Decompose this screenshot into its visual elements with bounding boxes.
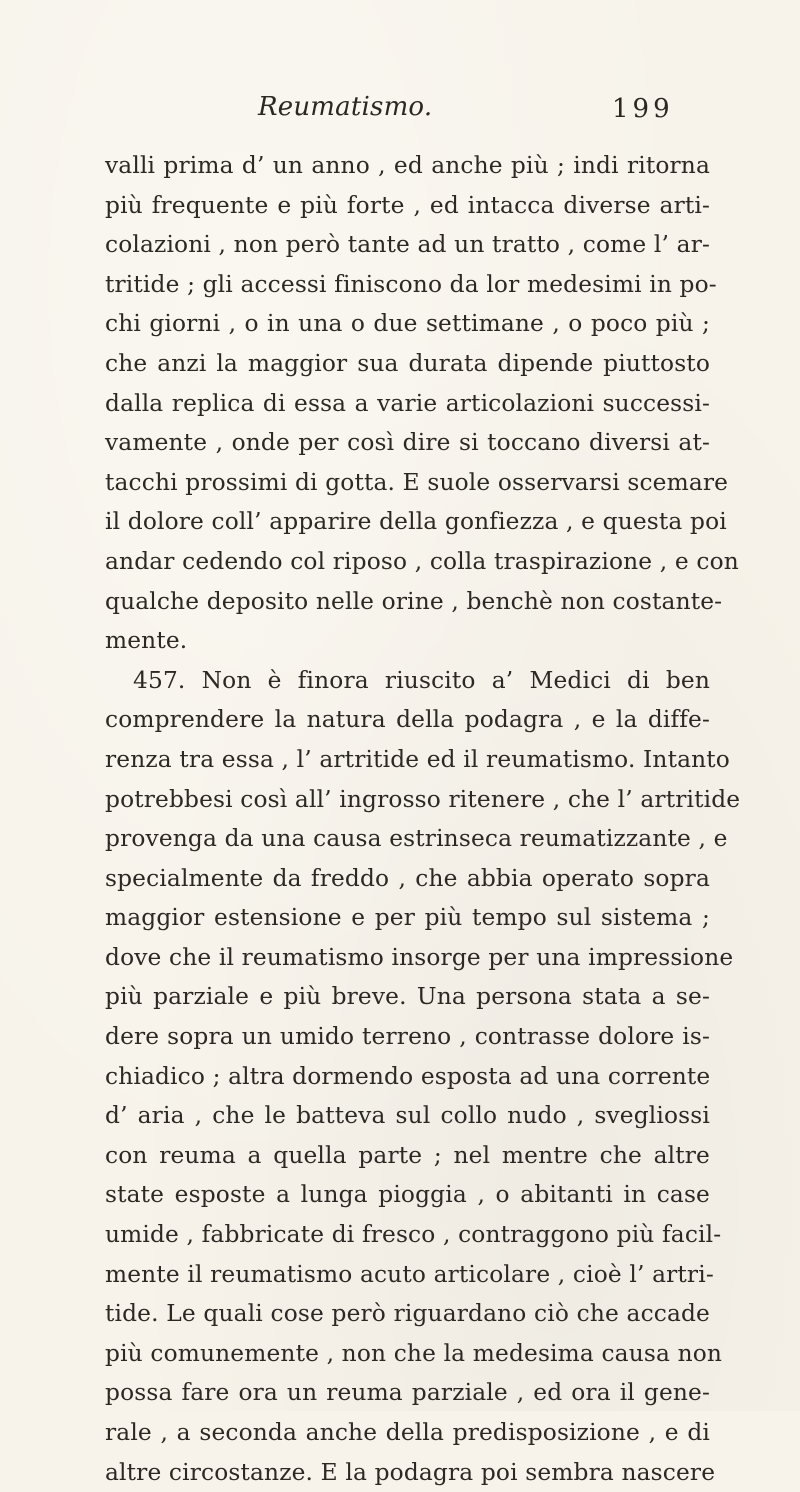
text-line: state esposte a lunga pioggia , o abitanti in case — [105, 1181, 710, 1209]
text-line: con reuma a quella parte ; nel mentre che altre — [105, 1141, 710, 1169]
text-line: più comunemente , non che la medesima causa non — [105, 1339, 723, 1367]
text-line: colazioni , non però tante ad un tratto , come l’ ar- — [105, 231, 710, 259]
text-line: renza tra essa , l’ artritide ed il reumatismo. Intanto — [105, 745, 730, 773]
page-number: 199 — [612, 94, 674, 124]
text-line: provenga da una causa estrinseca reumatizzante , e — [105, 825, 728, 853]
text-line: più parziale e più breve. Una persona stata a se- — [105, 983, 710, 1011]
text-line: altre circostanze. E la podagra poi sembra nascere — [105, 1458, 716, 1486]
text-line: chiadico ; altra dormendo esposta ad una corrente — [105, 1062, 711, 1090]
text-line: possa fare ora un reuma parziale , ed ora il gene- — [105, 1379, 710, 1407]
text-line: il dolore coll’ apparire della gonfiezza , e questa poi — [105, 508, 727, 536]
text-line: rale , a seconda anche della predisposizione , e di — [105, 1419, 710, 1446]
text-line: specialmente da freddo , che abbia operato sopra — [105, 864, 710, 892]
text-line: maggior estensione e per più tempo sul sistema ; — [105, 904, 710, 932]
text-line: vamente , onde per così dire si toccano diversi at- — [105, 429, 710, 457]
text-line: tacchi prossimi di gotta. E suole osservarsi scemare — [105, 468, 729, 496]
text-line: mente. — [105, 627, 188, 655]
text-line: comprendere la natura della podagra , e la diffe- — [105, 706, 710, 734]
text-line: andar cedendo col riposo , colla traspirazione , e con — [105, 547, 739, 575]
text-line: che anzi la maggior sua durata dipende piuttosto — [105, 349, 710, 377]
text-line: dove che il reumatismo insorge per una impressione — [105, 943, 734, 971]
running-head-title: Reumatismo. — [258, 92, 433, 122]
text-line: tritide ; gli accessi finiscono da lor medesimi in po- — [105, 270, 717, 298]
text-line: dere sopra un umido terreno , contrasse dolore is- — [105, 1023, 710, 1051]
text-line: valli prima d’ un anno , ed anche più ; indi ritorna — [105, 152, 710, 179]
text-line: umide , fabbricate di fresco , contraggono più facil- — [105, 1221, 722, 1249]
text-line: qualche deposito nelle orine , benchè non costante- — [105, 587, 723, 615]
paragraph-start-line: 457. Non è finora riuscito a’ Medici di ben — [133, 666, 710, 694]
text-line: d’ aria , che le batteva sul collo nudo , svegliossi — [105, 1102, 710, 1130]
text-line: mente il reumatismo acuto articolare , cioè l’ artri- — [105, 1260, 714, 1288]
running-head — [0, 0, 800, 150]
body-text — [105, 146, 741, 1492]
text-line: tide. Le quali cose però riguardano ciò che accade — [105, 1300, 710, 1328]
text-line: potrebbesi così all’ ingrosso ritenere , che l’ artritide — [105, 785, 741, 813]
text-line: dalla replica di essa a varie articolazioni successi- — [105, 389, 710, 417]
text-line: più frequente e più forte , ed intacca diverse arti- — [105, 191, 710, 219]
text-line: chi giorni , o in una o due settimane , o poco più ; — [105, 310, 710, 338]
